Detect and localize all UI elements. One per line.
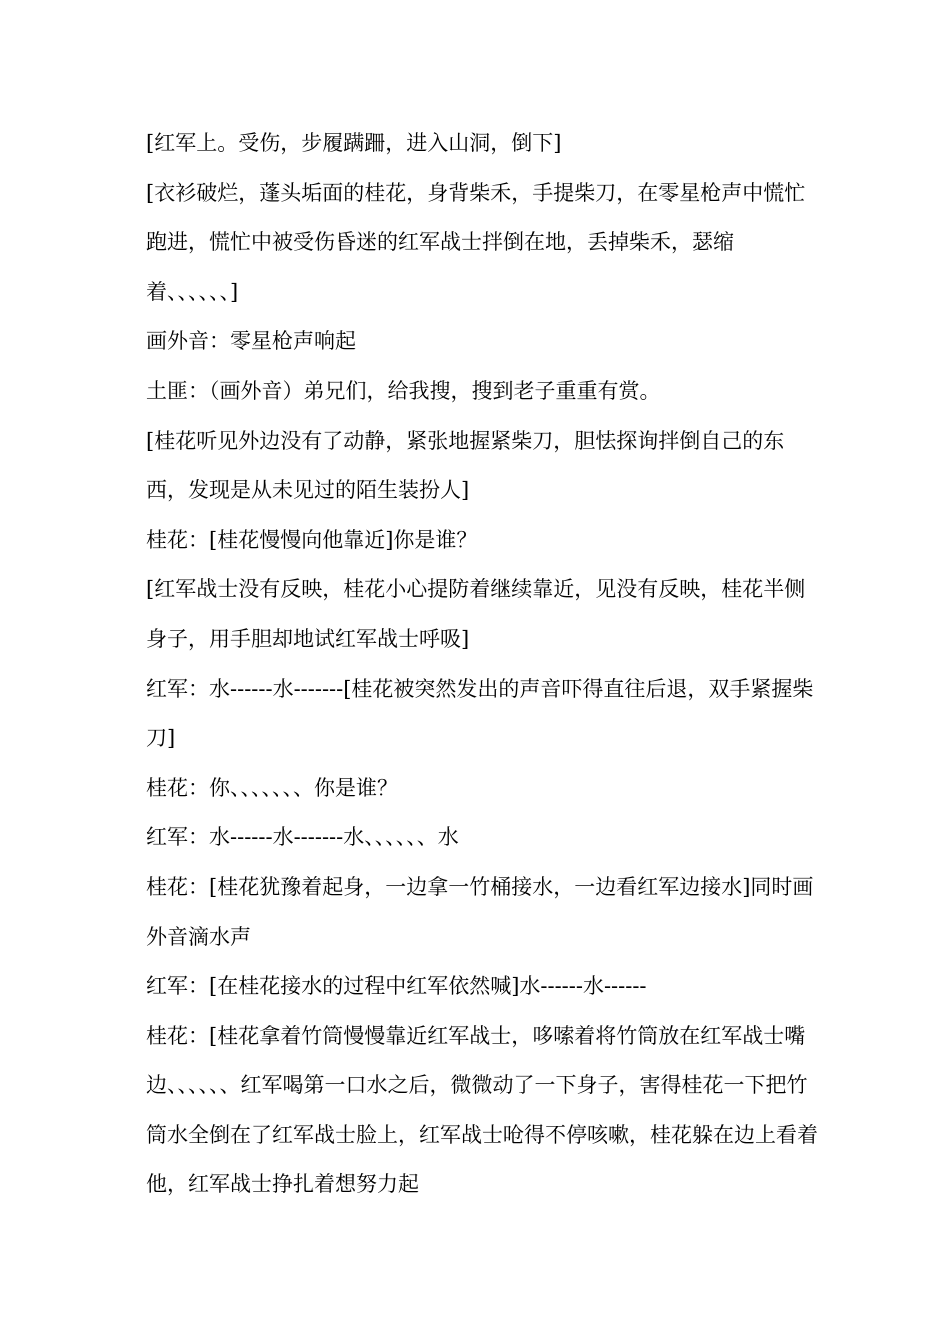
line-guihua-fetches-water: 桂花：[桂花犹豫着起身，一边拿一竹桶接水，一边看红军边接水]同时画外音滴水声 <box>146 874 814 949</box>
stage-direction-checks-breathing: [红军战士没有反映，桂花小心提防着继续靠近，见没有反映，桂花半侧身子，用手胆却地试红军战士呼吸] <box>146 577 806 651</box>
line-red-army-water-3: 红军：[在桂花接水的过程中红军依然喊]水------水------ <box>146 974 647 999</box>
line-guihua-who-are-you-2: 桂花：你、、、、、、、你是谁？ <box>146 775 398 800</box>
stage-direction-red-army-enters: [红军上。受伤，步履蹒跚，进入山洞，倒下] <box>146 131 562 155</box>
line-red-army-water-2: 红军：水------水-------水、、、、、、水 <box>146 825 459 850</box>
script-text <box>146 119 826 1210</box>
stage-direction-guihua-investigates: [桂花听见外边没有了动静，紧张地握紧柴刀，胆怯探询拌倒自己的东西，发现是从未见过的陌生装扮人] <box>146 428 785 503</box>
line-guihua-gives-water: 桂花：[桂花拿着竹筒慢慢靠近红军战士，哆嗦着将竹筒放在红军战士嘴边、、、、、、红军喝第一口水之后，微微动了一下身子，害得桂花一下把竹筒水全倒在了红军战士脸上，红军战士呛得不停咳嗽，桂花躲在边上看着他，红军战士挣扎着想努力起 <box>146 1023 818 1197</box>
line-guihua-who-are-you: 桂花：[桂花慢慢向他靠近]你是谁？ <box>146 527 478 552</box>
line-red-army-water-1: 红军：水------水-------[桂花被突然发出的声音吓得直往后退，双手紧握柴刀] <box>146 676 814 751</box>
stage-direction-guihua-enters: [衣衫破烂，蓬头垢面的桂花，身背柴禾，手提柴刀，在零星枪声中慌忙跑进，慌忙中被受伤昏迷的红军战士拌倒在地，丢掉柴禾，瑟缩着、、、、、、] <box>146 180 806 304</box>
line-bandit: 土匪：（画外音）弟兄们，给我搜，搜到老子重重有赏。 <box>146 378 661 403</box>
offscreen-sound-gunfire: 画外音：零星枪声响起 <box>146 329 356 354</box>
